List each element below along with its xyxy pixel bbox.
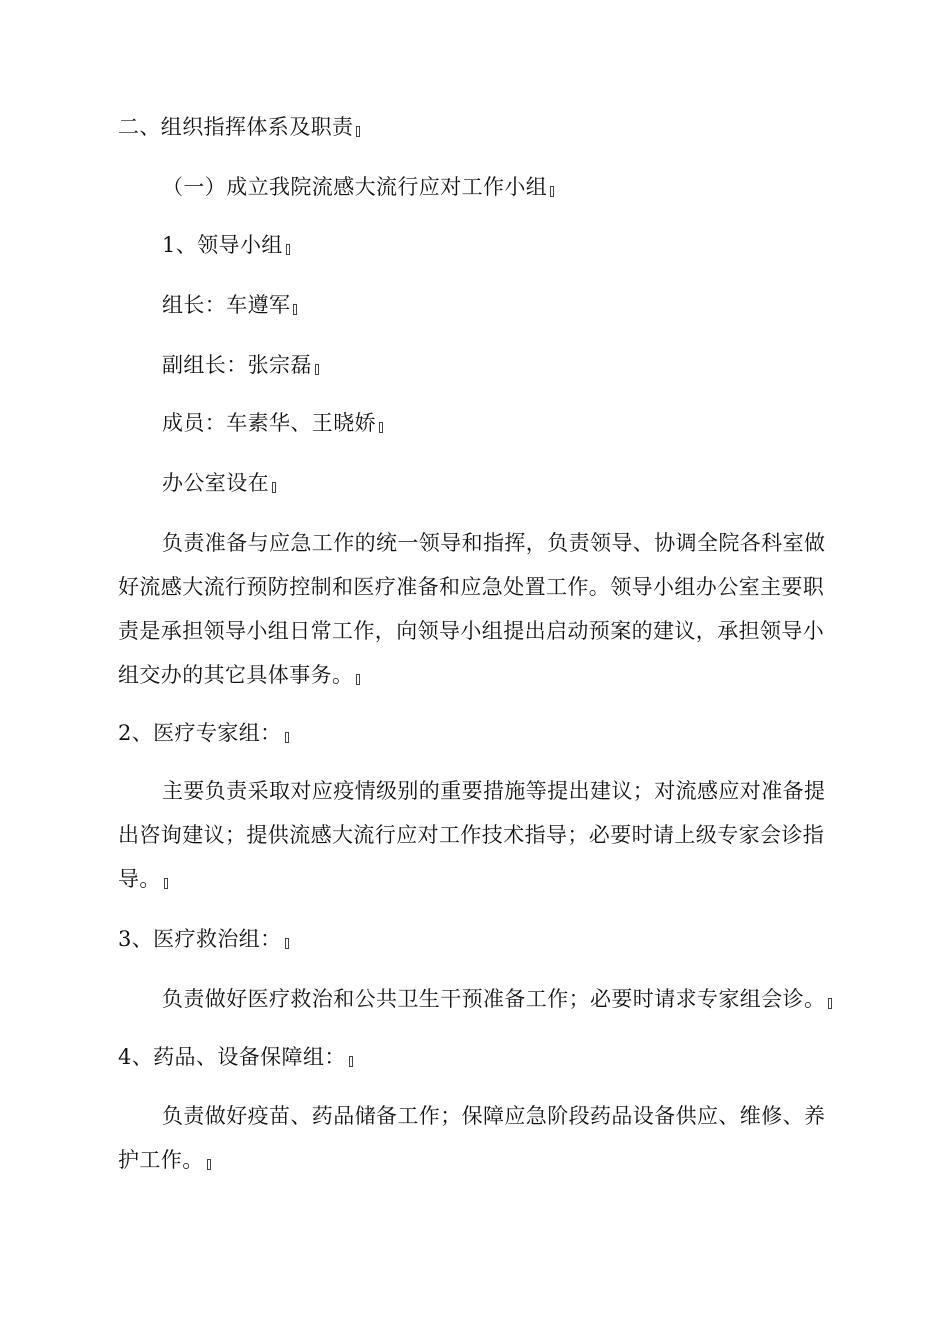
paragraph-mark <box>293 304 297 315</box>
paragraph-mark <box>285 938 289 949</box>
group1-duties: 负责准备与应急工作的统一领导和指挥，负责领导、协调全院各科室做好流感大流行预防控制和医疗准备和应急处置工作。领导小组办公室主要职责是承担领导小组日常工作，向领导小组提出启动预案的建议，承担领导小组交办的其它具体事务。 <box>118 531 826 687</box>
paragraph-mark <box>164 878 168 889</box>
paragraph-mark <box>349 1056 353 1067</box>
paragraph-mark <box>207 1159 211 1170</box>
group1-leader: 组长：车遵军 <box>162 290 297 320</box>
paragraph-mark <box>315 364 319 375</box>
paragraph-mark <box>272 482 276 493</box>
subsection-title: （一）成立我院流感大流行应对工作小组 <box>162 172 554 202</box>
group1-deputy: 副组长：张宗磊 <box>162 350 319 380</box>
paragraph-mark <box>379 422 383 433</box>
group4-duties: 负责做好疫苗、药品储备工作；保障应急阶段药品设备供应、维修、养护工作。 <box>118 1104 826 1172</box>
paragraph-mark <box>286 244 290 255</box>
group3-title: 3、医疗救治组： <box>118 924 289 954</box>
group1-members: 成员：车素华、王晓娇 <box>162 408 383 438</box>
group3-duties: 负责做好医疗救治和公共卫生干预准备工作；必要时请求专家组会诊。 <box>162 984 832 1014</box>
group1-office: 办公室设在 <box>162 468 276 498</box>
paragraph-mark <box>285 732 289 743</box>
paragraph-mark <box>550 186 554 197</box>
section-title: 二、组织指挥体系及职责 <box>118 112 360 142</box>
group2-duties: 主要负责采取对应疫情级别的重要措施等提出建议；对流感应对准备提出咨询建议；提供流感大流行应对工作技术指导；必要时请上级专家会诊指导。 <box>118 779 826 891</box>
group1-title: 1、领导小组 <box>162 230 290 260</box>
group4-title: 4、药品、设备保障组： <box>118 1042 353 1072</box>
group2-title: 2、医疗专家组： <box>118 718 289 748</box>
paragraph-mark <box>356 126 360 137</box>
paragraph-mark <box>356 674 360 685</box>
paragraph-mark <box>828 998 832 1009</box>
